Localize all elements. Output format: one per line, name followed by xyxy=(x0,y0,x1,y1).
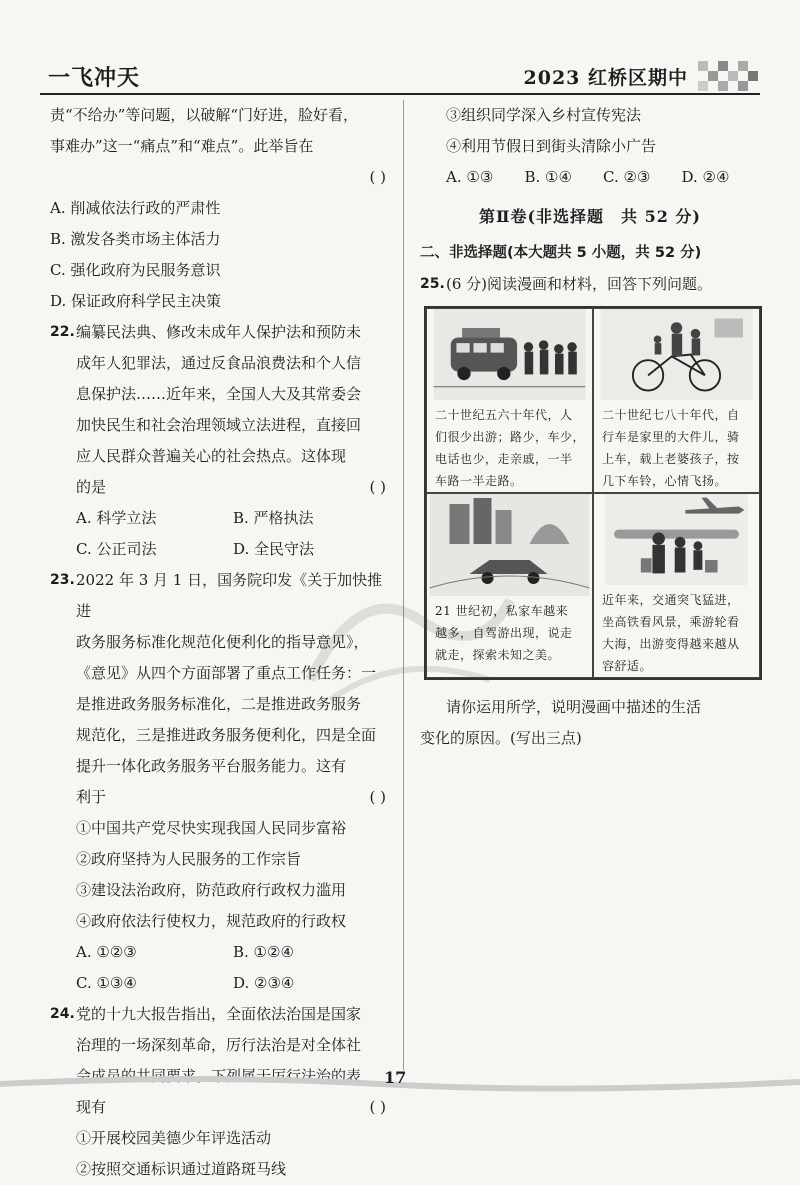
panel-caption-line: 就走，探索未知之美。 xyxy=(435,648,561,662)
checker-decoration xyxy=(698,57,760,91)
car-illustration xyxy=(427,494,592,596)
exam-title: 2023 红桥区期中 xyxy=(523,67,688,89)
statement-item: ①开展校园美德少年评选活动 xyxy=(76,1129,272,1147)
option: C. 强化政府为民服务意识 xyxy=(50,261,221,279)
comic-panel-2 xyxy=(593,308,760,493)
question-22 xyxy=(50,317,390,503)
statement-item: ①中国共产党尽快实现我国人民同步富裕 xyxy=(76,819,347,837)
q23-line: 政务服务标准化规范化便利化的指导意见》， xyxy=(76,633,369,651)
comic-panel-4 xyxy=(593,493,760,678)
q25-question-line: 请你运用所学，说明漫画中描述的生活 xyxy=(446,698,702,716)
question-25 xyxy=(420,269,760,300)
comic-panel-1 xyxy=(426,308,593,493)
option: D. 保证政府科学民主决策 xyxy=(50,292,222,310)
option: C. ②③ xyxy=(603,168,651,186)
q22-line: 的是 xyxy=(76,478,107,496)
option: B. 严格执法 xyxy=(233,509,314,527)
option: A. 科学立法 xyxy=(76,509,157,527)
q21-line: 责“不给办”等问题，以破解“门好进，脸好看， xyxy=(50,106,359,124)
option: B. ①④ xyxy=(524,168,572,186)
q23-line: 提升一体化政务服务平台服务能力。这有 xyxy=(76,757,347,775)
panel-caption-line: 上车，载上老婆孩子，按 xyxy=(602,452,740,466)
publisher-logo: 一飞冲天 xyxy=(48,66,141,91)
q22-line: 编纂民法典、修改未成年人保护法和预防未 xyxy=(76,323,362,341)
q25-prompt: (6 分)阅读漫画和材料，回答下列问题。 xyxy=(446,275,713,293)
comic-panel-3 xyxy=(426,493,593,678)
option: D. ②④ xyxy=(681,168,730,186)
statement-item: ③建设法治政府，防范政府行政权力滥用 xyxy=(76,881,347,899)
section-title: 第Ⅱ卷(非选择题 共 52 分) xyxy=(478,207,702,226)
q23-line: 利于 xyxy=(76,788,107,806)
panel-caption-line: 大海，出游变得越来越从 xyxy=(602,637,740,651)
q25-question-line: 变化的原因。(写出三点) xyxy=(420,729,582,747)
bicycle-illustration xyxy=(594,309,759,400)
option: D. 全民守法 xyxy=(233,540,315,558)
left-column xyxy=(50,100,390,1185)
panel-caption-line: 车路一半走路。 xyxy=(435,474,523,488)
answer-blank: ( ) xyxy=(369,788,386,806)
panel-caption-line: 行车是家里的大件儿，骑 xyxy=(602,430,740,444)
plane-train-illustration xyxy=(594,494,759,585)
header-rule xyxy=(40,93,760,95)
q23-line: 规范化，三是推进政务服务便利化，四是全面 xyxy=(76,726,377,744)
answer-blank: ( ) xyxy=(369,478,386,496)
option: B. 激发各类市场主体活力 xyxy=(50,230,221,248)
q24-line: 现有 xyxy=(76,1098,107,1116)
page-header xyxy=(40,55,760,95)
option: C. ①③④ xyxy=(76,974,137,992)
q24-line: 治理的一场深刻革命，厉行法治是对全体社 xyxy=(76,1036,362,1054)
page-number: 17 xyxy=(384,1068,407,1087)
panel-caption-line: 越多，自驾游出现，说走 xyxy=(435,626,573,640)
panel-caption-line: 几下车铃，心情飞扬。 xyxy=(602,474,728,488)
question-number: 23. xyxy=(50,572,75,588)
panel-caption-line: 近年来，交通突飞猛进， xyxy=(602,593,740,607)
q22-line: 成年人犯罪法，通过反食品浪费法和个人信 xyxy=(76,354,362,372)
question-number: 25. xyxy=(420,276,445,292)
question-number: 24. xyxy=(50,1006,75,1022)
question-23 xyxy=(50,565,390,937)
answer-blank: ( ) xyxy=(369,1098,386,1116)
option: A. 削减依法行政的严肃性 xyxy=(50,199,221,217)
bus-illustration xyxy=(427,309,592,400)
panel-caption-line: 电话也少，走亲戚，一半 xyxy=(435,452,573,466)
panel-caption-line: 21 世纪初，私家车越来 xyxy=(435,604,569,618)
panel-caption-line: 们很少出游；路少，车少， xyxy=(435,430,586,444)
q22-line: 加快民生和社会治理领域立法进程，直接回 xyxy=(76,416,362,434)
q24-line: 会成员的共同要求。下列属于厉行法治的表 xyxy=(76,1067,362,1085)
question-number: 22. xyxy=(50,324,75,340)
q22-line: 息保护法……近年来，全国人大及其常委会 xyxy=(76,385,362,403)
q21-line: 事难办”这一“痛点”和“难点”。此举旨在 xyxy=(50,137,314,155)
panel-caption-line: 二十世纪五六十年代，人 xyxy=(435,408,573,422)
panel-caption-line: 容舒适。 xyxy=(602,659,653,673)
answer-blank: ( ) xyxy=(369,168,386,186)
comic-strip xyxy=(424,306,762,680)
q22-line: 应人民群众普遍关心的社会热点。这体现 xyxy=(76,447,347,465)
option: A. ①③ xyxy=(446,168,494,186)
statement-item: ③组织同学深入乡村宣传宪法 xyxy=(446,106,642,124)
q23-line: 《意见》从四个方面部署了重点工作任务：一 xyxy=(76,664,377,682)
option: C. 公正司法 xyxy=(76,540,157,558)
q24-line: 党的十九大报告指出，全面依法治国是国家 xyxy=(76,1005,362,1023)
statement-item: ④政府依法行使权力，规范政府的行政权 xyxy=(76,912,347,930)
statement-item: ②按照交通标识通过道路斑马线 xyxy=(76,1160,287,1178)
q23-line: 2022 年 3 月 1 日，国务院印发《关于加快推进 xyxy=(76,571,383,620)
panel-caption-line: 坐高铁看风景，乘游轮看 xyxy=(602,615,740,629)
section-heading: 二、非选择题(本大题共 5 小题，共 52 分) xyxy=(420,245,702,261)
option: A. ①②③ xyxy=(76,943,137,961)
option: D. ②③④ xyxy=(233,974,295,992)
right-column xyxy=(420,100,760,754)
q25-question xyxy=(420,692,760,754)
option: B. ①②④ xyxy=(233,943,294,961)
statement-item: ②政府坚持为人民服务的工作宗旨 xyxy=(76,850,302,868)
q23-line: 是推进政务服务标准化，二是推进政务服务 xyxy=(76,695,362,713)
statement-item: ④利用节假日到街头清除小广告 xyxy=(446,137,657,155)
panel-caption-line: 二十世纪七八十年代，自 xyxy=(602,408,740,422)
